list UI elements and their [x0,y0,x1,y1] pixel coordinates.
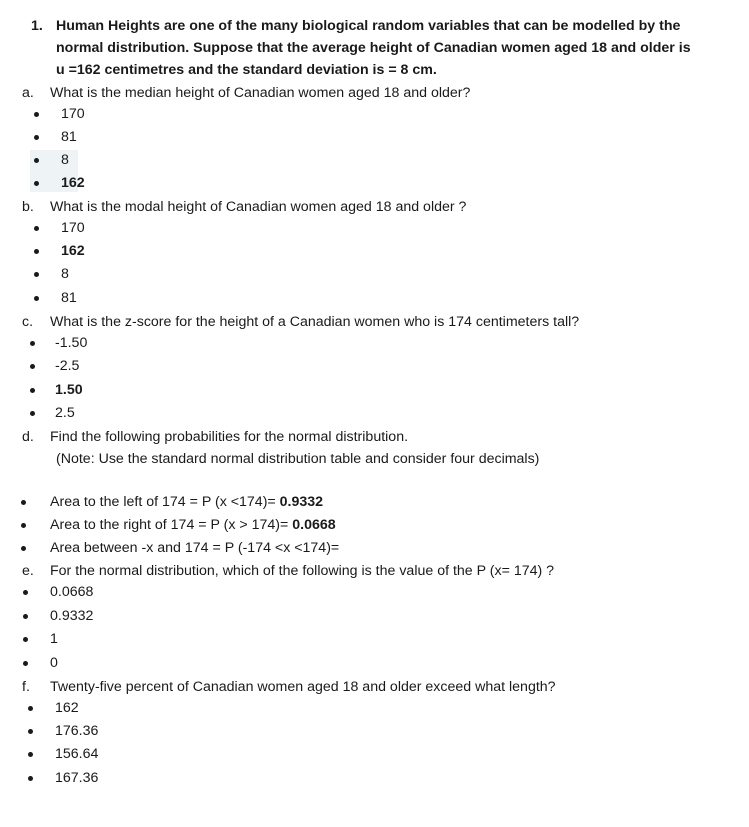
option-f-3: 156.64 [55,746,99,762]
question-number: 1. [31,18,43,34]
intro-line-2: normal distribution. Suppose that the average height of Canadian women aged 18 and older is [56,40,691,56]
option-c-1: -1.50 [55,335,88,351]
bullet [28,776,33,781]
option-e-2: 0.9332 [50,608,94,624]
option-b-2-selected: 162 [61,243,85,259]
bullet [34,158,39,163]
bullet [21,500,26,505]
option-b-3: 8 [61,266,69,282]
option-e-3: 1 [50,631,58,647]
option-f-1: 162 [55,700,79,716]
question-a-text: What is the median height of Canadian women aged 18 and older? [50,85,471,101]
probability-between [50,539,339,557]
question-f-text: Twenty-five percent of Canadian women aged 18 and older exceed what length? [50,679,556,695]
question-b-text: What is the modal height of Canadian women aged 18 and older ? [50,199,467,215]
option-c-4: 2.5 [55,405,75,421]
option-a-1: 170 [61,106,85,122]
question-c-letter: c. [22,314,34,330]
option-e-1: 0.0668 [50,584,94,600]
bullet [34,226,39,231]
question-e-letter: e. [22,563,34,579]
bullet [28,706,33,711]
question-d-letter: d. [22,429,34,445]
probability-right-label: Area to the right of 174 = P (x > 174)= [50,517,293,533]
probability-left [50,493,323,511]
bullet [34,181,39,186]
bullet [23,637,28,642]
probability-left-label: Area to the left of 174 = P (x <174)= [50,494,280,510]
question-d-note: (Note: Use the standard normal distribution table and consider four decimals) [56,451,540,467]
bullet [30,364,35,369]
option-a-3: 8 [61,152,69,168]
bullet [30,411,35,416]
probability-right [50,516,336,534]
bullet [21,523,26,528]
probability-left-answer: 0.9332 [279,494,324,510]
bullet [23,614,28,619]
bullet [28,752,33,757]
probability-between-label: Area between -x and 174 = P (-174 <x <174)= [50,540,340,556]
question-c-text: What is the z-score for the height of a Canadian women who is 174 centimeters tall? [50,314,580,330]
bullet [34,249,39,254]
intro-line-3: u =162 centimetres and the standard deviation is = 8 cm. [56,62,437,78]
option-a-2: 81 [61,129,77,145]
question-e-text: For the normal distribution, which of the following is the value of the P (x= 174) ? [50,563,555,579]
option-b-1: 170 [61,220,85,236]
intro-line-1: Human Heights are one of the many biological random variables that can be modelled by the [56,18,681,34]
question-f-letter: f. [22,679,30,695]
option-c-3-selected: 1.50 [55,382,83,398]
bullet [30,388,35,393]
bullet [34,272,39,277]
option-f-4: 167.36 [55,770,99,786]
option-b-4: 81 [61,290,77,306]
option-f-2: 176.36 [55,723,99,739]
question-d-text: Find the following probabilities for the normal distribution. [50,429,409,445]
option-a-4-selected: 162 [61,175,85,191]
bullet [30,341,35,346]
option-c-2: -2.5 [55,358,80,374]
option-e-4: 0 [50,655,58,671]
question-b-letter: b. [22,199,34,215]
bullet [34,296,39,301]
bullet [23,661,28,666]
bullet [34,135,39,140]
bullet [28,729,33,734]
bullet [21,546,26,551]
question-a-letter: a. [22,85,34,101]
bullet [23,590,28,595]
probability-right-answer: 0.0668 [292,517,336,533]
bullet [34,112,39,117]
